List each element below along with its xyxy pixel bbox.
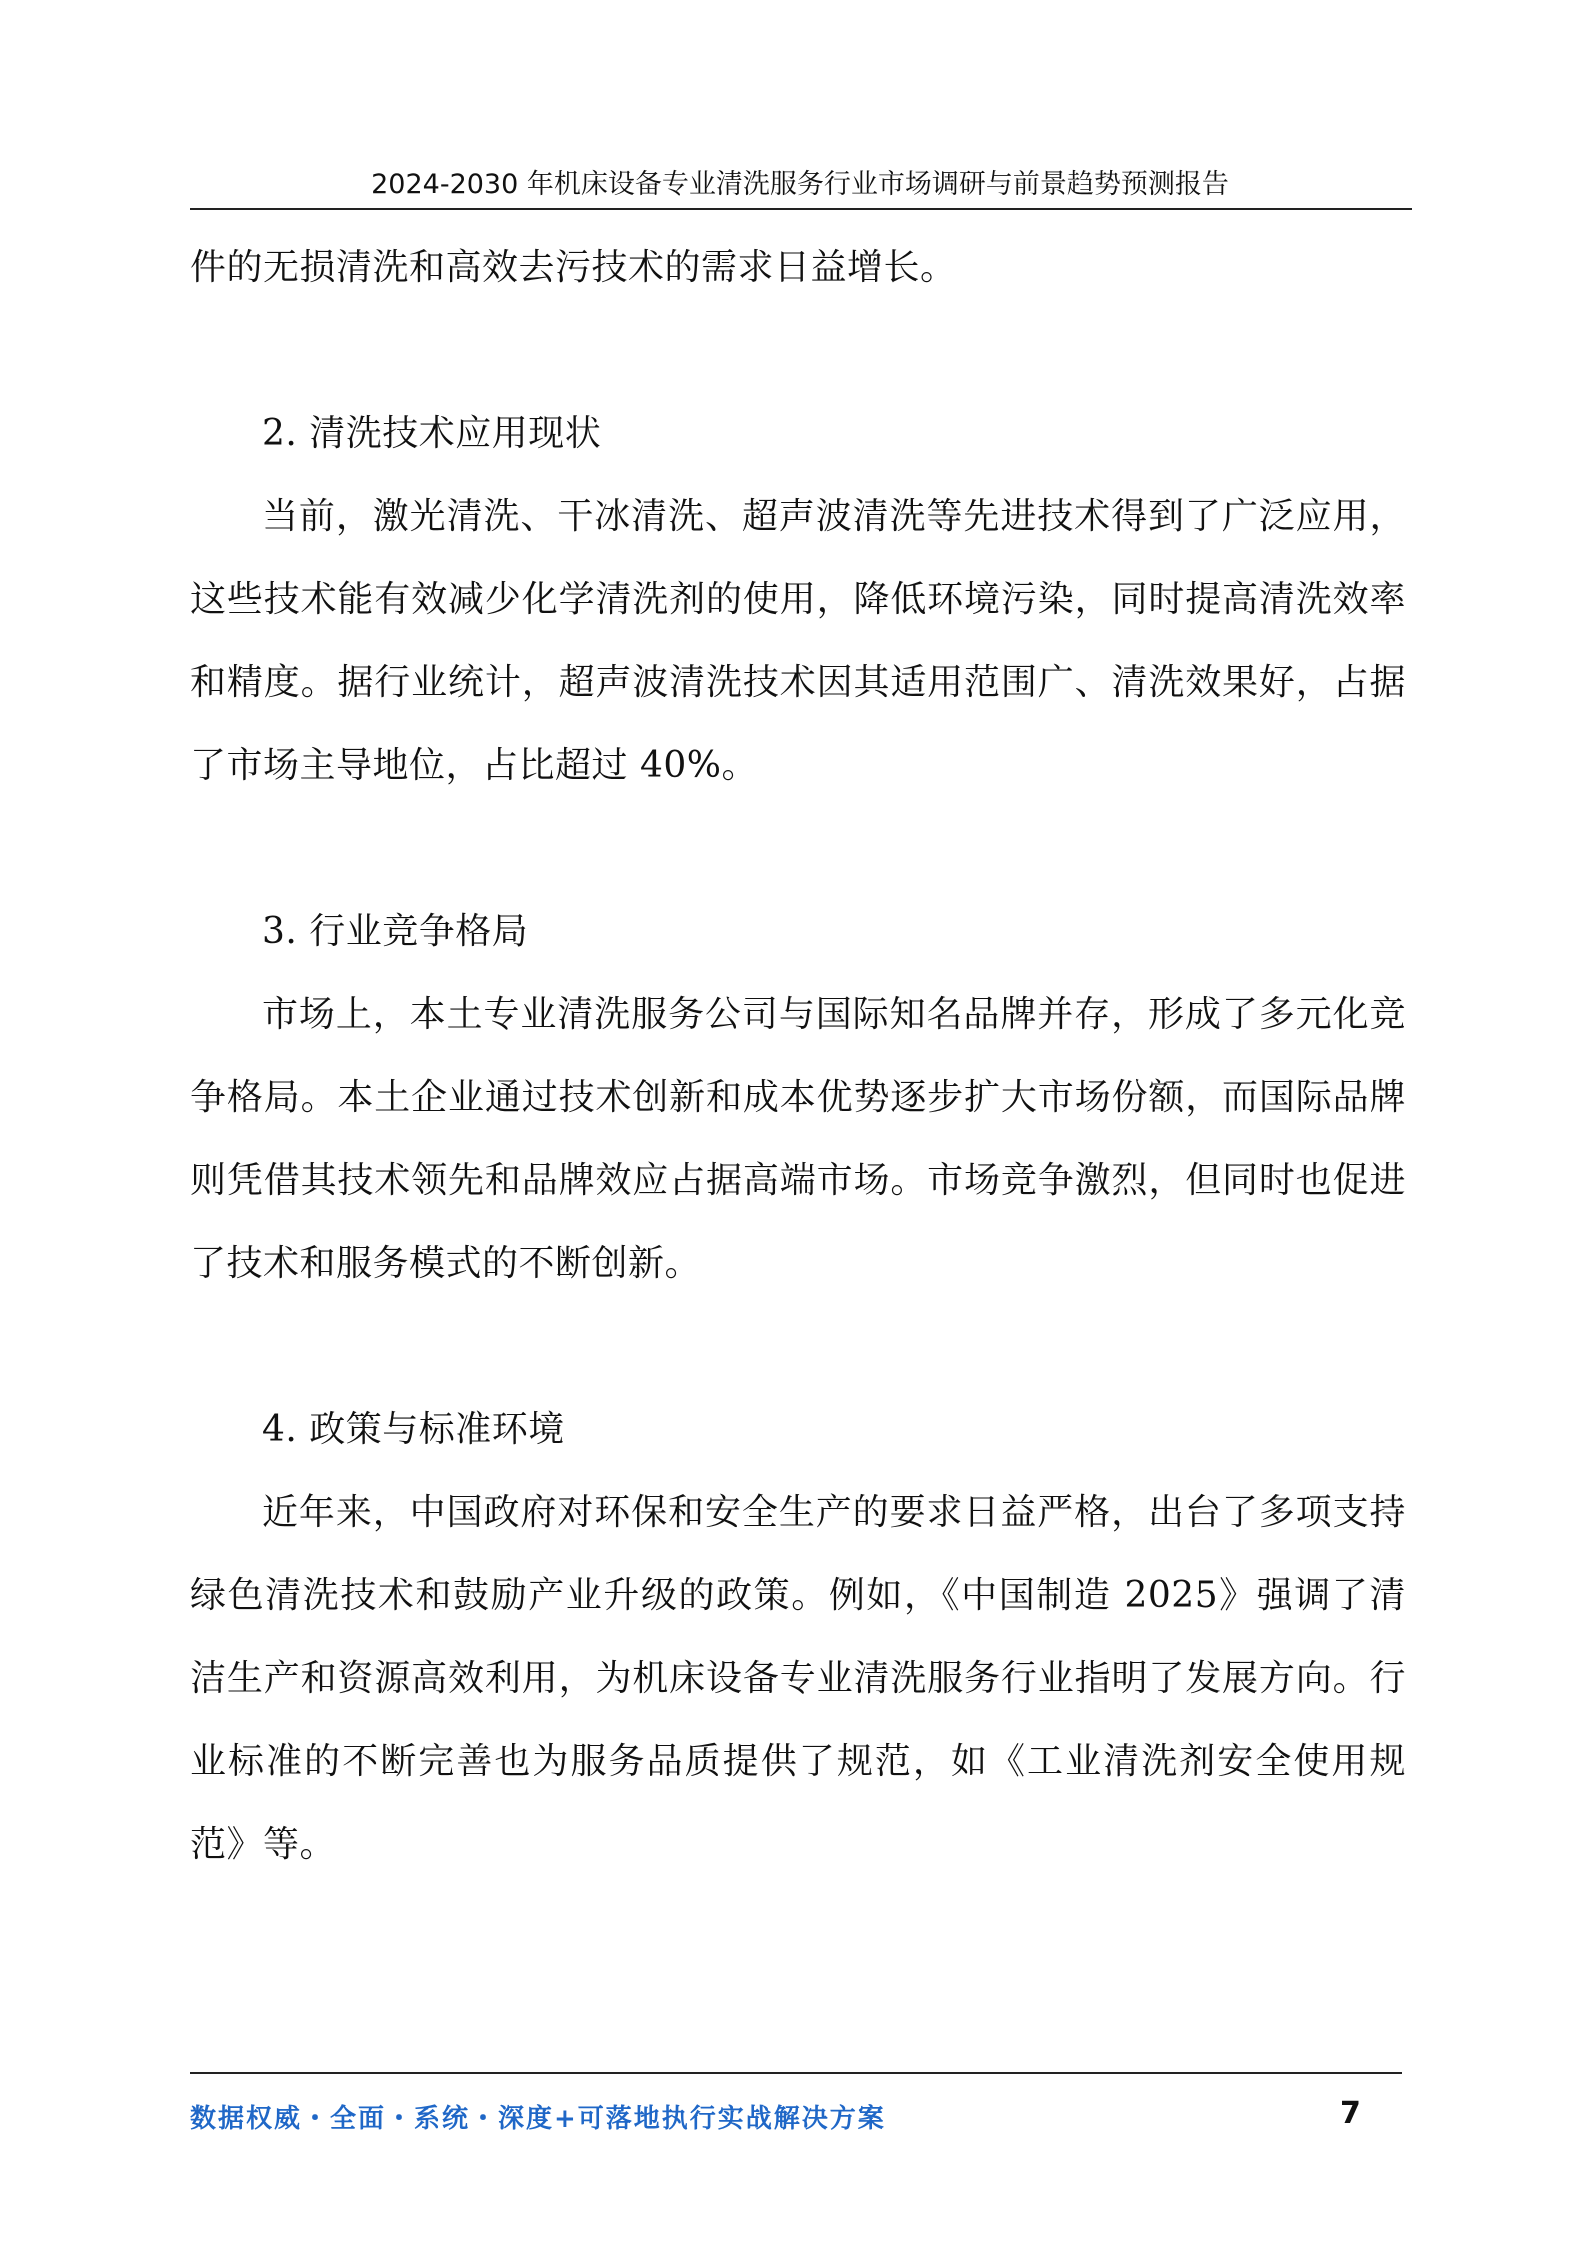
header-divider [190,208,1412,210]
section-paragraph-tech-status: 当前，激光清洗、干冰清洗、超声波清洗等先进技术得到了广泛应用，这些技术能有效减少化学清洗剂的使用，降低环境污染，同时提高清洗效率和精度。据行业统计，超声波清洗技术因其适用范围广、清洗效果好，占据了市场主导地位，占比超过 40%。 [190,496,1406,786]
section-heading-tech-status: 2. 清洗技术应用现状 [262,413,602,454]
footer-divider [190,2072,1402,2074]
footer-slogan: 数据权威・全面・系统・深度+可落地执行实战解决方案 [190,2104,886,2134]
intro-paragraph-tail: 件的无损清洗和高效去污技术的需求日益增长。 [190,247,957,288]
page-number: 7 [1340,2096,1361,2131]
document-body [190,226,1406,1886]
section-paragraph-policy: 近年来，中国政府对环保和安全生产的要求日益严格，出台了多项支持绿色清洗技术和鼓励产业升级的政策。例如，《中国制造 2025》强调了清洁生产和资源高效利用，为机床设备专业清洗服务行业指明了发展方向。行业标准的不断完善也为服务品质提供了规范，如《工业清洗剂安全使用规范》等。 [190,1492,1406,1865]
section-paragraph-competition: 市场上，本土专业清洗服务公司与国际知名品牌并存，形成了多元化竞争格局。本土企业通过技术创新和成本优势逐步扩大市场份额，而国际品牌则凭借其技术领先和品牌效应占据高端市场。市场竞争激烈，但同时也促进了技术和服务模式的不断创新。 [190,994,1406,1284]
section-heading-competition: 3. 行业竞争格局 [262,911,529,952]
page-header-title: 2024-2030 年机床设备专业清洗服务行业市场调研与前景趋势预测报告 [371,169,1229,200]
section-heading-policy: 4. 政策与标准环境 [262,1409,565,1450]
